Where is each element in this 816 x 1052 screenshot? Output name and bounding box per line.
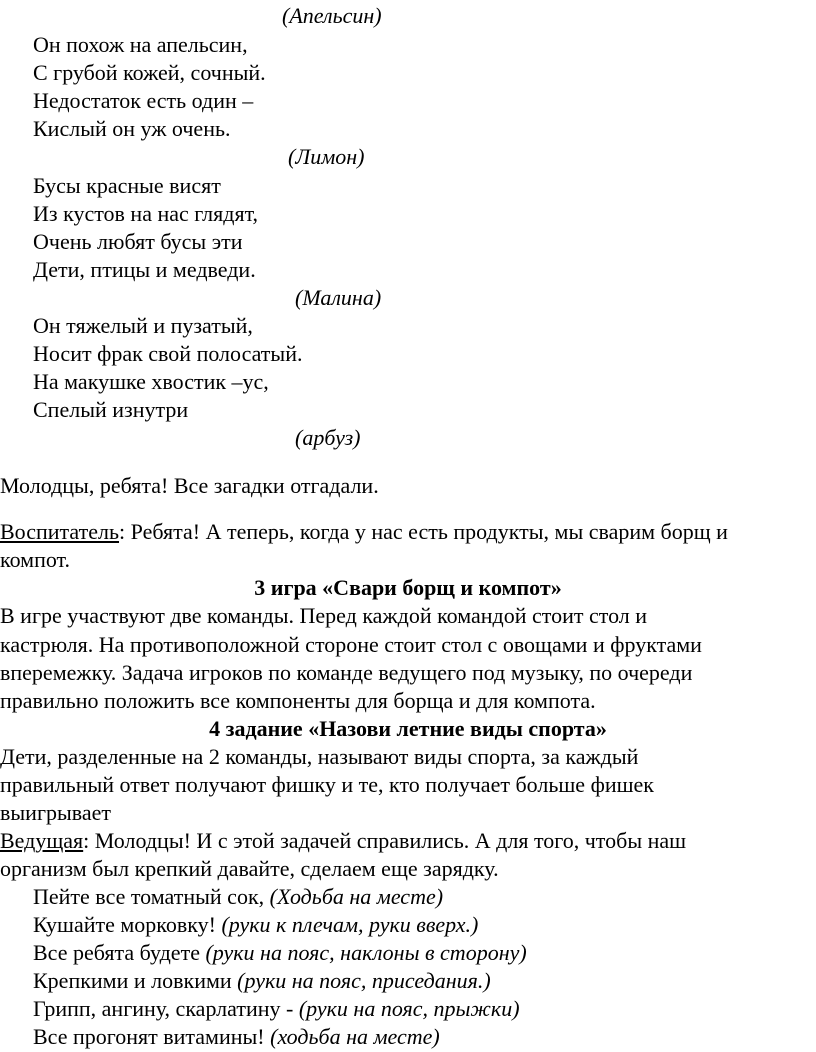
verse-line: Недостаток есть один – bbox=[33, 88, 254, 113]
task4-heading: 4 задание «Назови летние виды спорта» bbox=[209, 716, 607, 741]
paragraph-line: кастрюля. На противоположной стороне стоит стол с овощами и фруктами bbox=[0, 632, 702, 657]
riddle-answer-lemon: (Лимон) bbox=[288, 144, 365, 169]
exercise-action: (руки к плечам, руки вверх.) bbox=[221, 912, 479, 937]
riddle-answer-orange: (Апельсин) bbox=[282, 3, 382, 28]
paragraph-line: правильно положить все компоненты для борща и для компота. bbox=[0, 688, 596, 713]
exercise-action: (ходьба на месте) bbox=[270, 1024, 440, 1049]
verse-line: Спелый изнутри bbox=[33, 397, 189, 422]
exercise-action: (Ходьба на месте) bbox=[269, 884, 444, 909]
verse-line: Он тяжелый и пузатый, bbox=[33, 313, 253, 338]
exercise-text: Пейте все томатный сок, bbox=[33, 884, 270, 909]
verse-line: Дети, птицы и медведи. bbox=[33, 257, 256, 282]
host-paragraph bbox=[0, 827, 686, 855]
verse-line: Он похож на апельсин, bbox=[33, 32, 248, 57]
exercise-text: Крепкими и ловкими bbox=[33, 968, 238, 993]
exercise-line bbox=[33, 939, 527, 967]
exercise-line bbox=[33, 911, 478, 939]
paragraph-line: вперемежку. Задача игроков по команде ведущего под музыку, по очереди bbox=[0, 660, 693, 685]
verse-line: Носит фрак свой полосатый. bbox=[33, 341, 303, 366]
educator-label: Воспитатель bbox=[0, 519, 120, 544]
educator-text-cont: компот. bbox=[0, 547, 71, 572]
verse-line: На макушке хвостик –ус, bbox=[33, 369, 269, 394]
exercise-line bbox=[33, 883, 443, 911]
paragraph-line: В игре участвуют две команды. Перед каждой командой стоит стол и bbox=[0, 603, 648, 628]
host-text-cont: организм был крепкий давайте, сделаем еще зарядку. bbox=[0, 856, 499, 881]
exercise-text: Кушайте морковку! bbox=[33, 912, 222, 937]
verse-line: Из кустов на нас глядят, bbox=[33, 201, 259, 226]
exercise-action: (руки на пояс, наклоны в сторону) bbox=[205, 940, 527, 965]
host-text: : Молодцы! И с этой задачей справились. А для того, чтобы наш bbox=[83, 828, 687, 853]
riddle-answer-watermelon: (арбуз) bbox=[295, 425, 361, 450]
exercise-text: Все ребята будете bbox=[33, 940, 206, 965]
paragraph-line: выигрывает bbox=[0, 800, 111, 825]
exercise-line bbox=[33, 1023, 440, 1051]
exercise-text: Грипп, ангину, скарлатину - bbox=[33, 996, 299, 1021]
exercise-line bbox=[33, 967, 491, 995]
exercise-text: Все прогонят витамины! bbox=[33, 1024, 271, 1049]
verse-line: Очень любят бусы эти bbox=[33, 229, 243, 254]
paragraph-line: Дети, разделенные на 2 команды, называют виды спорта, за каждый bbox=[0, 744, 639, 769]
educator-text: : Ребята! А теперь, когда у нас есть продукты, мы сварим борщ и bbox=[119, 519, 728, 544]
exercise-line bbox=[33, 995, 520, 1023]
riddle-answer-raspberry: (Малина) bbox=[295, 285, 382, 310]
verse-line: Бусы красные висят bbox=[33, 173, 221, 198]
educator-paragraph bbox=[0, 518, 728, 546]
game3-heading: 3 игра «Свари борщ и компот» bbox=[254, 575, 562, 600]
paragraph-line: правильный ответ получают фишку и те, кто получает больше фишек bbox=[0, 772, 654, 797]
exercise-action: (руки на пояс, прыжки) bbox=[298, 996, 520, 1021]
verse-line: С грубой кожей, сочный. bbox=[33, 60, 266, 85]
verse-line: Кислый он уж очень. bbox=[33, 116, 231, 141]
exercise-action: (руки на пояс, приседания.) bbox=[237, 968, 491, 993]
praise-text: Молодцы, ребята! Все загадки отгадали. bbox=[0, 473, 379, 498]
host-label: Ведущая bbox=[0, 828, 84, 853]
